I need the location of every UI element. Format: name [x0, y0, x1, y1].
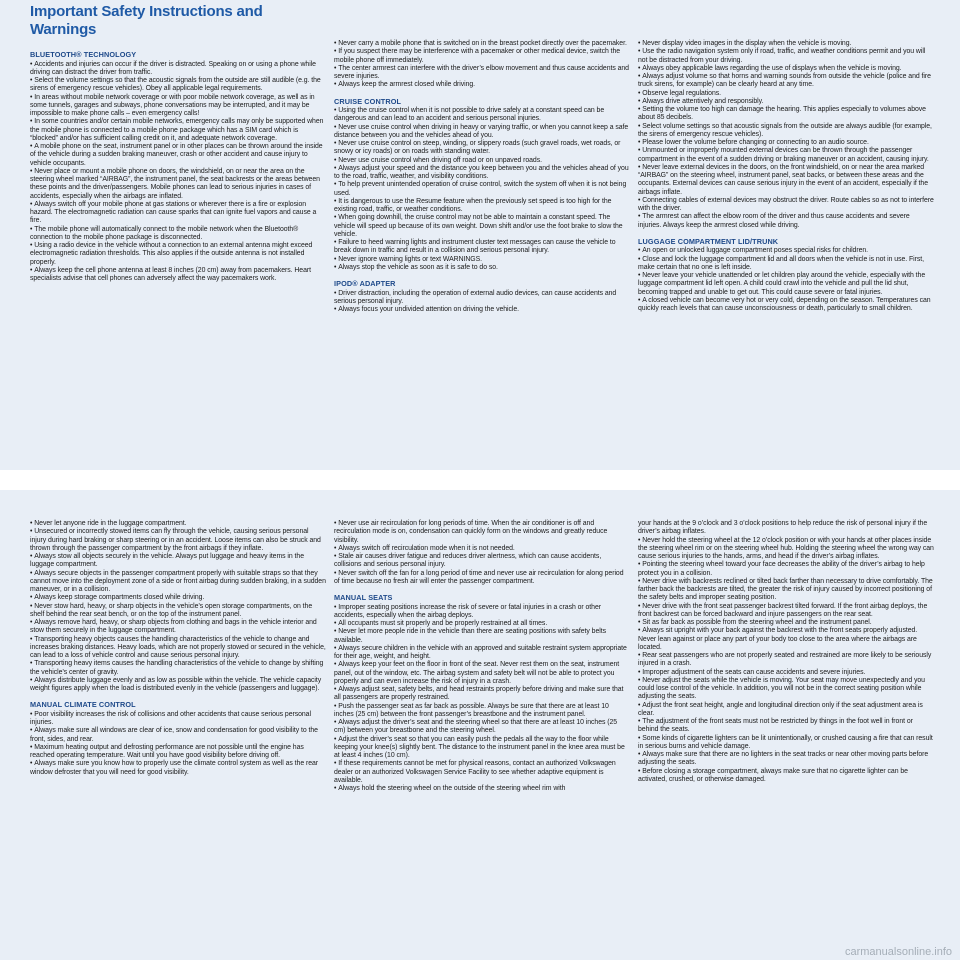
bullet-item: • Always make sure you know how to properly use the climate control system as well as the rear window defroster that you will need for good visibility. — [30, 760, 326, 777]
col-content — [334, 520, 630, 793]
bullet-item: • Push the passenger seat as far back as possible. Always be sure that there are at least 10 inches (25 cm) between the front passenger’s breastbone and the instrument panel. — [334, 703, 630, 720]
bullet-item: • Never hold the steering wheel at the 12 o’clock position or with your hands at other places inside the steering wheel rim or on the steering wheel hub. Holding the steering wheel the wrong way can cause serious injuries to the hands, arms, and head if the driver’s airbag inflates. — [638, 537, 934, 562]
bullet-item: • Never let more people ride in the vehicle than there are seating positions with safety belts available. — [334, 628, 630, 645]
col-content — [30, 520, 326, 777]
bullet-item: • Always make sure all windows are clear of ice, snow and condensation for good visibility to the front, sides, and rear. — [30, 727, 326, 744]
bullet-item: • Close and lock the luggage compartment lid and all doors when the vehicle is not in use. First, make certain that no one is left inside. — [638, 256, 934, 273]
bullet-item: • Never switch off the fan for a long period of time and never use air recirculation for along period of time because no fresh air will enter the passenger compartment. — [334, 570, 630, 587]
bullet-item: • The adjustment of the front seats must not be restricted by things in the foot well in front or behind the seats. — [638, 718, 934, 735]
section-heading: MANUAL CLIMATE CONTROL — [30, 700, 136, 710]
bullet-item: • Always secure children in the vehicle with an approved and suitable restraint system appropriate for their age, weight, and height. — [334, 645, 630, 662]
top-column-2 — [334, 40, 630, 314]
bullet-item: • Never use air recirculation for long periods of time. When the air conditioner is off and recirculation mode is on, condensation can quickly form on the windows and greatly reduce visibility. — [334, 520, 630, 545]
paragraph: your hands at the 9 o’clock and 3 o’clock positions to help reduce the risk of personal injury if the driver’s airbag inflates. — [638, 520, 928, 536]
bullet-item: • Never use cruise control when driving in heavy or varying traffic, or when you cannot keep a safe distance between you and the vehicles ahead of you. — [334, 124, 630, 141]
bullet-item: • Always switch off your mobile phone at gas stations or wherever there is a fire or explosion hazard. The electromagnetic radiation can cause sparks that can ignite fuel vapors and cause a fire. — [30, 201, 326, 226]
bullet-item: • If these requirements cannot be met for physical reasons, contact an authorized Volkswagen dealer or an authorized Volkswagen Service Facility to see whether adaptive equipment is available. — [334, 760, 630, 785]
bullet-item: • Always remove hard, heavy, or sharp objects from clothing and bags in the vehicle interior and stow them securely in the luggage compartment. — [30, 619, 326, 636]
bullet-item: • Never drive with backrests reclined or tilted back farther than necessary to drive comfortably. The farther back the backrests are tilted, the greater the risk of injury caused by incorrect positioning of the safety belts and improper seating position. — [638, 578, 934, 603]
bullet-item: • Maximum heating output and defrosting performance are not possible until the engine has reached operating temperature. Wait until you have good visibility before driving off. — [30, 744, 326, 761]
bullet-item: • Using a radio device in the vehicle without a connection to an external antenna might exceed electromagnetic radiation thresholds. This also applies if the outside antenna is not installed properly. — [30, 242, 326, 267]
bullet-item: • Always keep the cell phone antenna at least 8 inches (20 cm) away from pacemakers. Heart specialists advise that cell phones can adversely affect the way pacemakers work. — [30, 267, 326, 284]
page-title: Important Safety Instructions and Warnings — [30, 3, 263, 38]
bullet-item: • Never leave your vehicle unattended or let children play around the vehicle, especially with the luggage compartment lid left open. A child could crawl into the vehicle and pull the lid shut, becoming trapped and unable to get out. This could cause severe or fatal injuries. — [638, 272, 934, 297]
bottom-column-3 — [638, 520, 934, 784]
bullet-item: • Observe legal regulations. — [638, 90, 934, 98]
bullet-item: • Never stow hard, heavy, or sharp objects in the vehicle’s open storage compartments, on the shelf behind the rear seat bench, or on the top of the instrument panel. — [30, 603, 326, 620]
top-column-1 — [30, 3, 326, 283]
bullet-item: • Transporting heavy objects causes the handling characteristics of the vehicle to change and increases braking distances. Heavy loads, which are not properly stowed or secured in the vehicle, can lead to a loss of vehicle control and cause serious personal injury. — [30, 636, 326, 661]
bullet-item: • Always keep the armrest closed while driving. — [334, 81, 630, 89]
bullet-item: • Pointing the steering wheel toward your face decreases the ability of the driver’s airbag to help protect you in a collision. — [638, 561, 934, 578]
col-content — [638, 520, 934, 784]
bullet-item: • Never ignore warning lights or text WARNINGS. — [334, 256, 630, 264]
bullet-item: • If you suspect there may be interference with a pacemaker or other medical device, switch the mobile phone off immediately. — [334, 48, 630, 65]
bullet-item: • Never drive with the front seat passenger backrest tilted forward. If the front airbag deploys, the front backrest can be forced backward and injure passengers on the rear seat. — [638, 603, 934, 620]
bullet-item: • An open or unlocked luggage compartment poses special risks for children. — [638, 247, 934, 255]
bottom-panel — [0, 490, 960, 960]
bullet-item: • Always secure objects in the passenger compartment properly with suitable straps so that they cannot move into the deployment zone of a side or front airbag during sudden braking, in a sudden maneuver, or in a collision. — [30, 570, 326, 595]
bullet-item: • Before closing a storage compartment, always make sure that no cigarette lighter can be activated, crushed, or otherwise damaged. — [638, 768, 934, 785]
top-panel — [0, 0, 960, 470]
bullet-item: • Unsecured or incorrectly stowed items can fly through the vehicle, causing serious personal injury during hard braking or sharp steering or in an accident. Loose items can also be struck and thrown through the passenger compartment by the front airbags if they inflate. — [30, 528, 326, 553]
bullet-item: • Connecting cables of external devices may obstruct the driver. Route cables so as not to interfere with the driver. — [638, 197, 934, 214]
watermark: carmanualsonline.info — [844, 946, 952, 958]
bullet-item: • Never leave external devices in the doors, on the front windshield, on or near the area marked “AIRBAG” on the steering wheel, instrument panel, seat backs, or between these areas and the occupants. External devices can cause serious injury in the event of an accident, especially if the airbags inflate. — [638, 164, 934, 197]
bullet-item: • The center armrest can interfere with the driver’s elbow movement and thus cause accidents and severe injuries. — [334, 65, 630, 82]
col-content — [30, 51, 326, 283]
bullet-item: • Setting the volume too high can damage the hearing. This applies especially to volumes above about 85 decibels. — [638, 106, 934, 123]
section-heading: CRUISE CONTROL — [334, 96, 402, 106]
bullet-item: • Improper adjustment of the seats can cause accidents and severe injuries. — [638, 669, 934, 677]
bullet-item: • Select the volume settings so that the acoustic signals from the outside are still audible (e.g. the sirens of emergency rescue vehicles). Obey all applicable legal requirements. — [30, 77, 326, 94]
bullet-item: • Rear seat passengers who are not properly seated and restrained are more likely to be seriously injured in a crash. — [638, 652, 934, 669]
bullet-item: • It is dangerous to use the Resume feature when the previously set speed is too high for the existing road, traffic, or weather conditions. — [334, 198, 630, 215]
bullet-item: • Never let anyone ride in the luggage compartment. — [30, 520, 326, 528]
bullet-item: • Adjust the driver’s seat so that you can easily push the pedals all the way to the floor while keeping your knee(s) slightly bent. The distance to the instrument panel in the knee area must be at least 4 inches (10 cm). — [334, 736, 630, 761]
bullet-item: • Poor visibility increases the risk of collisions and other accidents that cause serious personal injuries. — [30, 711, 326, 728]
bullet-item: • Use the radio navigation system only if road, traffic, and weather conditions permit and you will not be distracted from your driving. — [638, 48, 934, 65]
bullet-item: • Never use cruise control on steep, winding, or slippery roads (such gravel roads, wet roads, or snowy or icy roads) or on roads with standing water. — [334, 140, 630, 157]
bullet-item: • In areas without mobile network coverage or with poor mobile network coverage, as well as in some tunnels, garages and subways, phone conversations may be interrupted, and it may be impossible to make phone calls – even emergency calls! — [30, 94, 326, 119]
bullet-item: • Transporting heavy items causes the handling characteristics of the vehicle to change by shifting the vehicle’s center of gravity. — [30, 660, 326, 677]
bullet-item: • Failure to heed warning lights and instrument cluster text messages can cause the vehicle to break down in traffic and result in a collision and serious personal injury. — [334, 239, 630, 256]
bullet-item: • Never display video images in the display when the vehicle is moving. — [638, 40, 934, 48]
col-content — [334, 40, 630, 314]
bullet-item: • Please lower the volume before changing or connecting to an audio source. — [638, 139, 934, 147]
top-column-3 — [638, 40, 934, 313]
bullet-item: • Using the cruise control when it is not possible to drive safely at a constant speed can be dangerous and can lead to an accident and serious personal injuries. — [334, 107, 630, 124]
bullet-item: • Never adjust the seats while the vehicle is moving. Your seat may move unexpectedly and you could lose control of the vehicle. In addition, you will not be in the correct seating position while adjusting the seats. — [638, 677, 934, 702]
bullet-item: • Always make sure that there are no lighters in the seat tracks or near other moving parts before adjusting the seats. — [638, 751, 934, 768]
section-heading: LUGGAGE COMPARTMENT LID/TRUNK — [638, 236, 779, 246]
bullet-item: • Some kinds of cigarette lighters can be lit unintentionally, or crushed causing a fire that can result in serious burns and vehicle damage. — [638, 735, 934, 752]
bullet-item: • Never carry a mobile phone that is switched on in the breast pocket directly over the pacemaker. — [334, 40, 630, 48]
bullet-item: • Always adjust your speed and the distance you keep between you and the vehicles ahead of you to the road, traffic, weather, and visibility conditions. — [334, 165, 630, 182]
bottom-column-2 — [334, 520, 630, 793]
bullet-item: • Always adjust the driver’s seat and the steering wheel so that there are at least 10 inches (25 cm) between your breastbone and the steering wheel. — [334, 719, 630, 736]
bullet-item: • A closed vehicle can become very hot or very cold, depending on the season. Temperatures can quickly reach levels that can cause unconsciousness or death, particularly to small children. — [638, 297, 934, 314]
bullet-item: • The mobile phone will automatically connect to the mobile network when the Bluetooth® connection to the mobile phone package is disconnected. — [30, 226, 326, 243]
bullet-item: • Always adjust seat, safety belts, and head restraints properly before driving and make sure that all passengers are properly restrained. — [334, 686, 630, 703]
bullet-item: • Always obey applicable laws regarding the use of displays when the vehicle is moving. — [638, 65, 934, 73]
bullet-item: • To help prevent unintended operation of cruise control, switch the system off when it is not being used. — [334, 181, 630, 198]
bullet-item: • Always keep your feet on the floor in front of the seat. Never rest them on the seat, instrument panel, out of the window, etc. The airbag system and safety belt will not be able to protect you properly and can even increase the risk of injury in a crash. — [334, 661, 630, 686]
bullet-item: • Select volume settings so that acoustic signals from the outside are always audible (for example, the sirens of emergency rescue vehicles). — [638, 123, 934, 140]
section-heading: BLUETOOTH® TECHNOLOGY — [30, 50, 137, 59]
bullet-item: • In some countries and/or certain mobile networks, emergency calls may only be supported when the mobile phone is connected to a mobile phone package which has a SIM card which is “blocked” and/or has sufficient calling credit on it, and adequate network coverage. — [30, 118, 326, 143]
bullet-item: • Accidents and injuries can occur if the driver is distracted. Speaking on or using a phone while driving can distract the driver from traffic. — [30, 61, 326, 78]
section-heading: MANUAL SEATS — [334, 593, 393, 602]
bullet-item: • Never use cruise control when driving off road or on unpaved roads. — [334, 157, 630, 165]
col-content — [638, 40, 934, 313]
bullet-item: • Never place or mount a mobile phone on doors, the windshield, on or near the area on the steering wheel marked “AIRBAG”, the instrument panel, the seat backrests or the areas between these points and the driver/passengers. Mobile phones can lead to serious injuries in cases of accidents, especially when the airbags are inflated. — [30, 168, 326, 201]
bullet-item: • Always hold the steering wheel on the outside of the steering wheel rim with — [334, 785, 630, 793]
bullet-item: • Always distribute luggage evenly and as low as possible within the vehicle. The vehicle capacity weight figures apply when the load is distributed evenly in the vehicle (passengers and luggage). — [30, 677, 326, 694]
bullet-item: • Sit as far back as possible from the steering wheel and the instrument panel. — [638, 619, 934, 627]
bullet-item: • Adjust the front seat height, angle and longitudinal direction only if the seat adjustment area is clear. — [638, 702, 934, 719]
section-heading: IPOD® ADAPTER — [334, 279, 396, 288]
bullet-item: • Improper seating positions increase the risk of severe or fatal injuries in a crash or other accidents, especially when the airbag deploys. — [334, 604, 630, 621]
bullet-item: • When going downhill, the cruise control may not be able to maintain a constant speed. The vehicle will speed up because of its own weight. Down shift and/or use the foot brake to slow the vehicle. — [334, 214, 630, 239]
bottom-column-1 — [30, 520, 326, 777]
bullet-item: • The armrest can affect the elbow room of the driver and thus cause accidents and severe injuries. Always keep the armrest closed while driving. — [638, 213, 934, 230]
bullet-item: • Always stop the vehicle as soon as it is safe to do so. — [334, 264, 630, 272]
bullet-item: • All occupants must sit properly and be properly restrained at all times. — [334, 620, 630, 628]
bullet-item: • Stale air causes driver fatigue and reduces driver alertness, which can cause accidents, collisions and serious personal injury. — [334, 553, 630, 570]
bullet-item: • Always switch off recirculation mode when it is not needed. — [334, 545, 630, 553]
bullet-item: • Always drive attentively and responsibly. — [638, 98, 934, 106]
bullet-item: • Always adjust volume so that horns and warning sounds from outside the vehicle (police and fire truck sirens, for example) can be clearly heard at any time. — [638, 73, 934, 90]
bullet-item: • Always sit upright with your back against the backrest with the front seats properly adjusted. Never lean against or place any part of your body too close to the area where the airbags are located. — [638, 627, 934, 652]
bullet-item: • Always keep storage compartments closed while driving. — [30, 594, 326, 602]
bullet-item: • Unmounted or improperly mounted external devices can be thrown through the passenger compartment in the event of a sudden driving or braking maneuver or an accident, causing injury. — [638, 147, 934, 164]
bullet-item: • A mobile phone on the seat, instrument panel or in other places can be thrown around the inside of the vehicle during a sudden braking maneuver, crash or other accident and cause injury to vehicle occupants. — [30, 143, 326, 168]
bullet-item: • Always stow all objects securely in the vehicle. Always put luggage and heavy items in the luggage compartment. — [30, 553, 326, 570]
bullet-item: • Driver distraction, including the operation of external audio devices, can cause accidents and serious personal injury. — [334, 290, 630, 307]
bullet-item: • Always focus your undivided attention on driving the vehicle. — [334, 306, 630, 314]
